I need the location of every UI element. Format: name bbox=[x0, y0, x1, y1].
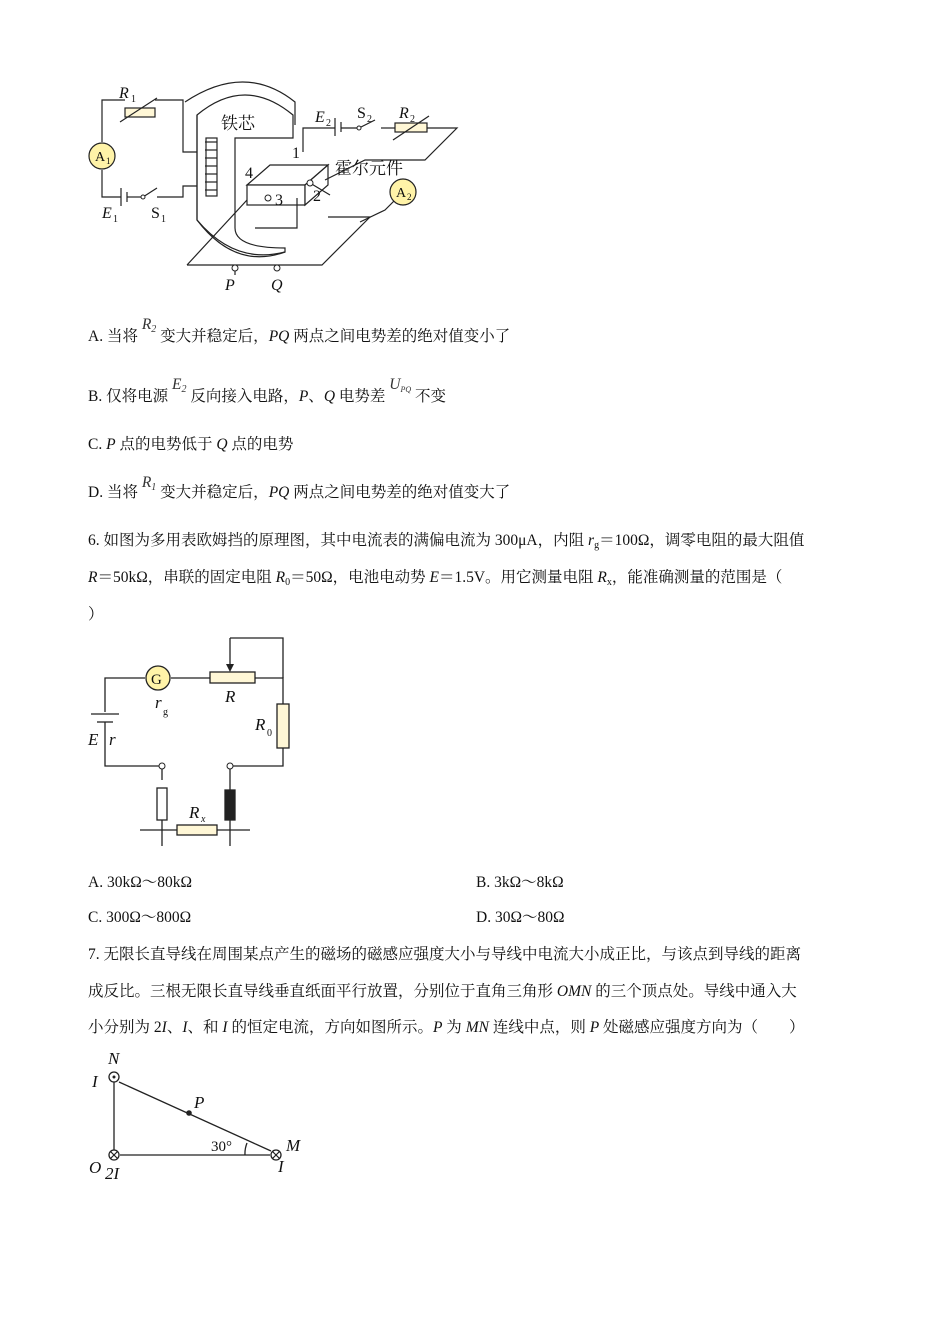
point-q-label: Q bbox=[271, 277, 283, 294]
svg-text:1: 1 bbox=[131, 94, 136, 105]
svg-text:2: 2 bbox=[407, 192, 412, 202]
svg-text:0: 0 bbox=[267, 728, 272, 739]
red-probe-icon bbox=[157, 788, 167, 820]
q6-option-d: D. 30Ω～80Ω bbox=[476, 909, 565, 926]
label-r1: R bbox=[119, 85, 129, 102]
svg-text:r: r bbox=[109, 730, 116, 749]
q5-option-c: C. P 点的电势低于 Q 点的电势 bbox=[88, 436, 294, 453]
q6-stem-line-1: 6. 如图为多用表欧姆挡的原理图，其中电流表的满偏电流为 300μA，内阻 $r_g=100\Omega$，调零电阻的最大阻值 bbox=[88, 532, 805, 551]
svg-text:2: 2 bbox=[326, 118, 331, 129]
svg-text:2: 2 bbox=[313, 188, 321, 205]
q6-stem-line-3: ） bbox=[88, 606, 104, 623]
svg-text:1: 1 bbox=[161, 214, 166, 225]
black-probe-icon bbox=[225, 790, 235, 820]
svg-text:R: R bbox=[225, 687, 236, 706]
point-p-label: P bbox=[194, 1093, 205, 1112]
wire-triangle-figure bbox=[85, 1045, 315, 1185]
svg-text:E: E bbox=[88, 730, 99, 749]
svg-text:I: I bbox=[92, 1072, 98, 1091]
svg-text:1: 1 bbox=[113, 214, 118, 225]
q5-option-a: A. 当将 $R_2$ 变大并稳定后，PQ 两点之间电势差的绝对值变小了 bbox=[88, 316, 511, 345]
svg-text:S: S bbox=[151, 205, 160, 222]
svg-text:x: x bbox=[201, 814, 206, 825]
svg-text:1: 1 bbox=[292, 145, 300, 162]
svg-text:R: R bbox=[189, 803, 200, 822]
svg-text:G: G bbox=[151, 672, 162, 688]
q7-stem-line-3: 小分别为 2I、I、和 I 的恒定电流，方向如图所示。P 为 MN 连线中点，则 P 处磁感应强度方向为（ ） bbox=[88, 1019, 805, 1036]
hall-circuit-figure bbox=[85, 80, 485, 295]
svg-text:A: A bbox=[95, 150, 106, 165]
svg-text:1: 1 bbox=[106, 156, 111, 166]
vertex-o-label: O bbox=[89, 1158, 102, 1177]
svg-text:E: E bbox=[102, 205, 112, 222]
resistor-rx-icon bbox=[177, 825, 217, 835]
zero-adjust-resistor-icon bbox=[210, 672, 255, 683]
svg-text:2I: 2I bbox=[105, 1164, 120, 1183]
svg-text:4: 4 bbox=[245, 165, 253, 182]
svg-text:g: g bbox=[163, 707, 168, 718]
core-label: 铁芯 bbox=[221, 114, 255, 133]
svg-text:S: S bbox=[357, 105, 366, 122]
wire-o-into-page-icon bbox=[109, 1150, 119, 1160]
angle-label: 30° bbox=[211, 1139, 232, 1155]
point-p-label: P bbox=[225, 277, 235, 294]
ohmmeter-circuit-figure bbox=[85, 632, 295, 852]
q6-option-c: C. 300Ω～800Ω bbox=[88, 909, 192, 926]
q5-option-b: B. 仅将电源 $E_2$ 反向接入电路，P、Q 电势差 $U_{PQ}$ 不变 bbox=[88, 376, 447, 405]
vertex-m-label: M bbox=[286, 1136, 301, 1155]
q7-stem-line-1: 7. 无限长直导线在周围某点产生的磁场的磁感应强度大小与导线中电流大小成正比，与该点到导线的距离 bbox=[88, 946, 802, 963]
svg-text:I: I bbox=[278, 1157, 284, 1176]
fixed-resistor-r0-icon bbox=[277, 704, 289, 748]
q6-option-b: B. 3kΩ～8kΩ bbox=[476, 874, 564, 891]
point-p-dot bbox=[186, 1110, 192, 1116]
svg-text:2: 2 bbox=[367, 114, 372, 125]
q6-option-a: A. 30kΩ～80kΩ bbox=[88, 874, 192, 891]
svg-text:E: E bbox=[315, 109, 325, 126]
wire-n-out-of-page-icon bbox=[109, 1072, 119, 1082]
svg-text:A: A bbox=[396, 186, 407, 201]
hall-element-label: 霍尔元件 bbox=[335, 159, 403, 178]
q7-stem-line-2: 成反比。三根无限长直导线垂直纸面平行放置，分别位于直角三角形 OMN 的三个顶点处。导线中通入大 bbox=[88, 983, 797, 1000]
svg-text:2: 2 bbox=[410, 114, 415, 125]
svg-text:R: R bbox=[399, 105, 409, 122]
q6-stem-line-2: R＝50kΩ，串联的固定电阻 $R_0=50\Omega$，电池电动势 E＝1.5V。用它测量电阻 $R_x$，能准确测量的范围是（ bbox=[88, 569, 783, 588]
vertex-n-label: N bbox=[108, 1049, 120, 1068]
svg-text:r: r bbox=[155, 693, 162, 712]
q5-option-d: D. 当将 $R_1$ 变大并稳定后，PQ 两点之间电势差的绝对值变大了 bbox=[88, 474, 511, 501]
svg-text:3: 3 bbox=[275, 192, 283, 209]
svg-text:R: R bbox=[255, 715, 266, 734]
